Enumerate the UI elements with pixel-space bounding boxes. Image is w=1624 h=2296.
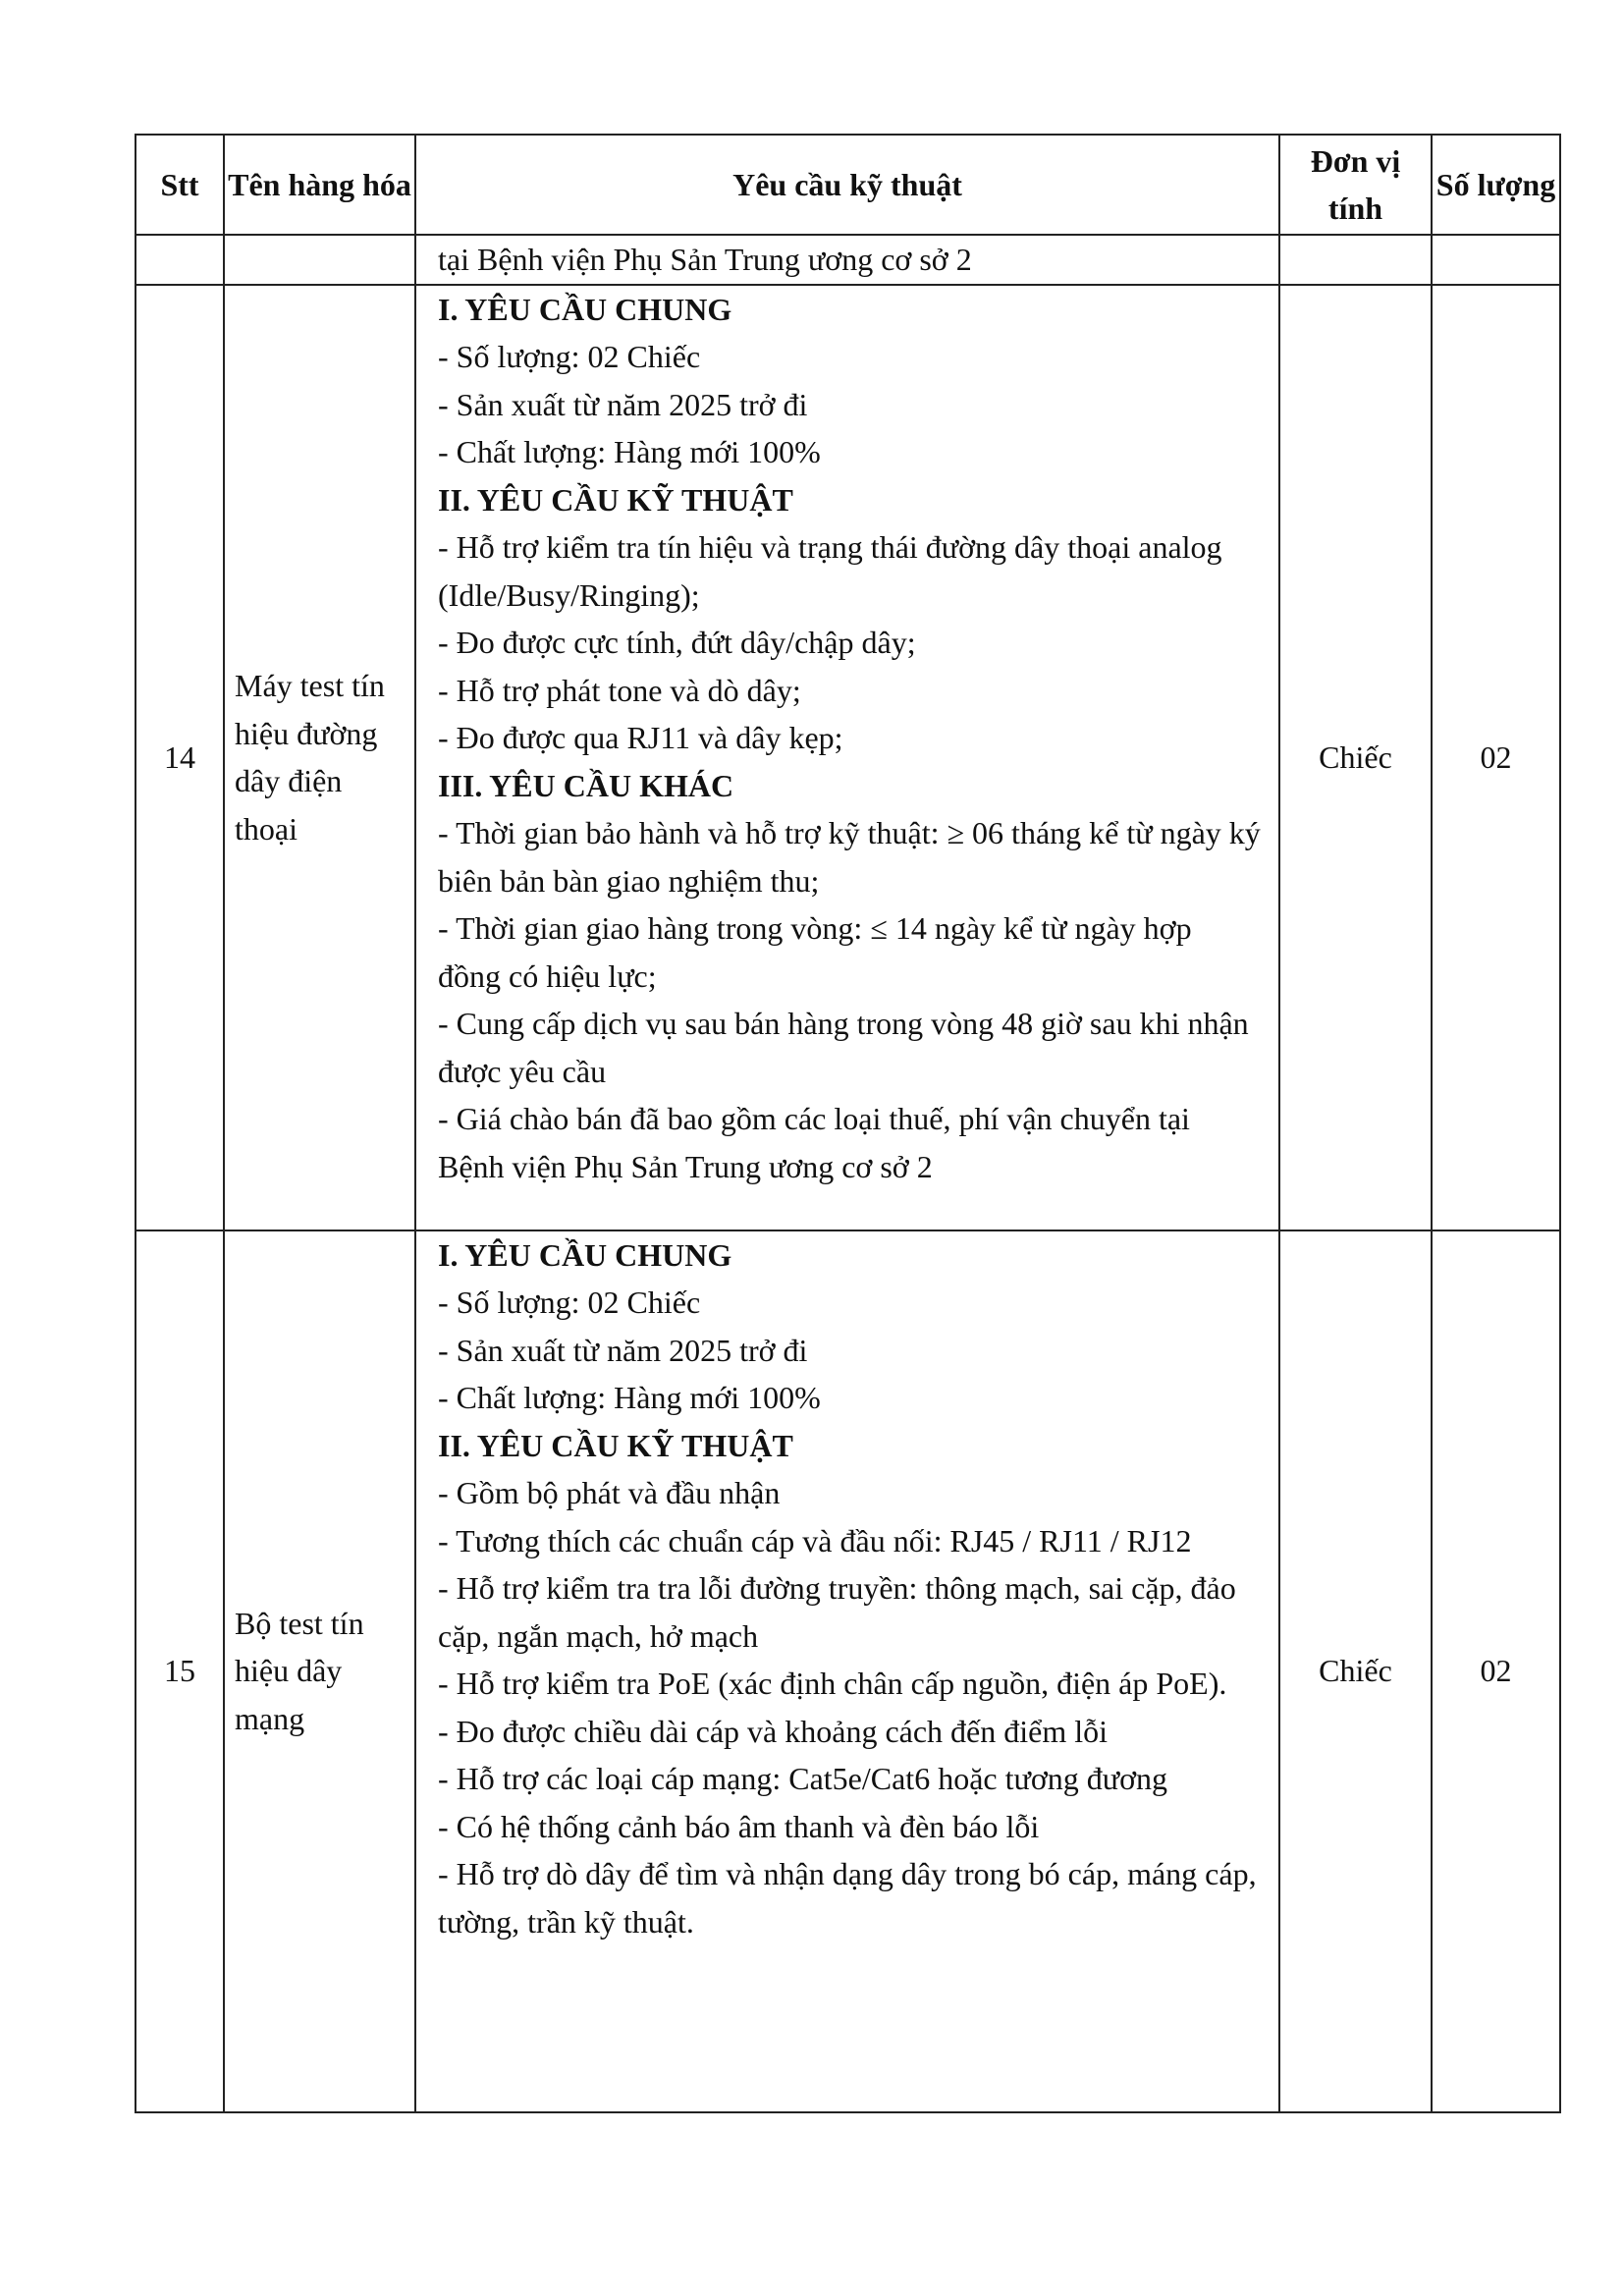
requirement-line: - Thời gian giao hàng trong vòng: ≤ 14 ngày kể từ ngày hợp đồng có hiệu lực; [438, 910, 1192, 994]
requirement-line: - Cung cấp dịch vụ sau bán hàng trong vòng 48 giờ sau khi nhận được yêu cầu [438, 1006, 1249, 1089]
requirement-line: - Tương thích các chuẩn cáp và đầu nối: RJ45 / RJ11 / RJ12 [438, 1522, 1192, 1558]
specification-table [135, 134, 1561, 2113]
row-stt: 14 [135, 285, 224, 1230]
requirement-line: - Chất lượng: Hàng mới 100% [438, 1380, 821, 1415]
requirement-line: - Hỗ trợ dò dây để tìm và nhận dạng dây trong bó cáp, máng cáp, tường, trần kỹ thuật. [438, 1856, 1257, 1940]
requirement-line: - Giá chào bán đã bao gồm các loại thuế, phí vận chuyển tại Bệnh viện Phụ Sản Trung ương cơ sở 2 [438, 1101, 1190, 1184]
header-unit: Đơn vị tính [1279, 135, 1432, 235]
requirement-line: - Gồm bộ phát và đầu nhận [438, 1475, 781, 1510]
requirement-line: - Sản xuất từ năm 2025 trở đi [438, 1332, 808, 1368]
requirement-line: - Hỗ trợ phát tone và dò dây; [438, 672, 801, 708]
header-row [135, 135, 1560, 235]
table-row [135, 1230, 1560, 2112]
row-requirements [415, 285, 1279, 1230]
requirement-line: - Số lượng: 02 Chiếc [438, 1285, 701, 1320]
row-quantity: 02 [1432, 285, 1560, 1230]
row-unit: Chiếc [1279, 1230, 1432, 2112]
row-unit: Chiếc [1279, 285, 1432, 1230]
table-row [135, 285, 1560, 1230]
requirement-line: - Hỗ trợ kiểm tra PoE (xác định chân cấp nguồn, điện áp PoE). [438, 1666, 1227, 1701]
requirement-line: - Đo được chiều dài cáp và khoảng cách đến điểm lỗi [438, 1713, 1109, 1749]
section-heading: II. YÊU CẦU KỸ THUẬT [438, 1427, 793, 1463]
header-quantity: Số lượng [1432, 135, 1560, 235]
header-item-name: Tên hàng hóa [224, 135, 415, 235]
section-heading: II. YÊU CẦU KỸ THUẬT [438, 481, 793, 518]
requirement-line: - Chất lượng: Hàng mới 100% [438, 434, 821, 469]
header-technical-requirements: Yêu cầu kỹ thuật [415, 135, 1279, 235]
requirement-line: - Đo được qua RJ11 và dây kẹp; [438, 720, 843, 755]
section-heading: III. YÊU CẦU KHÁC [438, 767, 734, 803]
requirement-line: - Số lượng: 02 Chiếc [438, 339, 701, 374]
requirement-line: - Đo được cực tính, đứt dây/chập dây; [438, 625, 916, 660]
continuation-row [135, 235, 1560, 285]
requirement-line: - Hỗ trợ các loại cáp mạng: Cat5e/Cat6 hoặc tương đương [438, 1761, 1168, 1796]
row-quantity: 02 [1432, 1230, 1560, 2112]
section-heading: I. YÊU CẦU CHUNG [438, 291, 732, 327]
row-requirements [415, 1230, 1279, 2112]
requirement-line: - Hỗ trợ kiểm tra tra lỗi đường truyền: thông mạch, sai cặp, đảo cặp, ngắn mạch, hở mạch [438, 1570, 1236, 1654]
header-stt: Stt [135, 135, 224, 235]
row-stt: 15 [135, 1230, 224, 2112]
continuation-text: tại Bệnh viện Phụ Sản Trung ương cơ sở 2 [415, 235, 1279, 285]
row-item-name: Bộ test tín hiệu dây mạng [224, 1230, 415, 2112]
section-heading: I. YÊU CẦU CHUNG [438, 1236, 732, 1273]
requirement-line: - Thời gian bảo hành và hỗ trợ kỹ thuật: ≥ 06 tháng kể từ ngày ký biên bản bàn giao nghiệm thu; [438, 815, 1261, 899]
row-item-name: Máy test tín hiệu đường dây điện thoại [224, 285, 415, 1230]
requirement-line: - Hỗ trợ kiểm tra tín hiệu và trạng thái đường dây thoại analog (Idle/Busy/Ringing); [438, 529, 1222, 613]
requirement-line: - Có hệ thống cảnh báo âm thanh và đèn báo lỗi [438, 1808, 1040, 1844]
requirement-line: - Sản xuất từ năm 2025 trở đi [438, 386, 808, 422]
